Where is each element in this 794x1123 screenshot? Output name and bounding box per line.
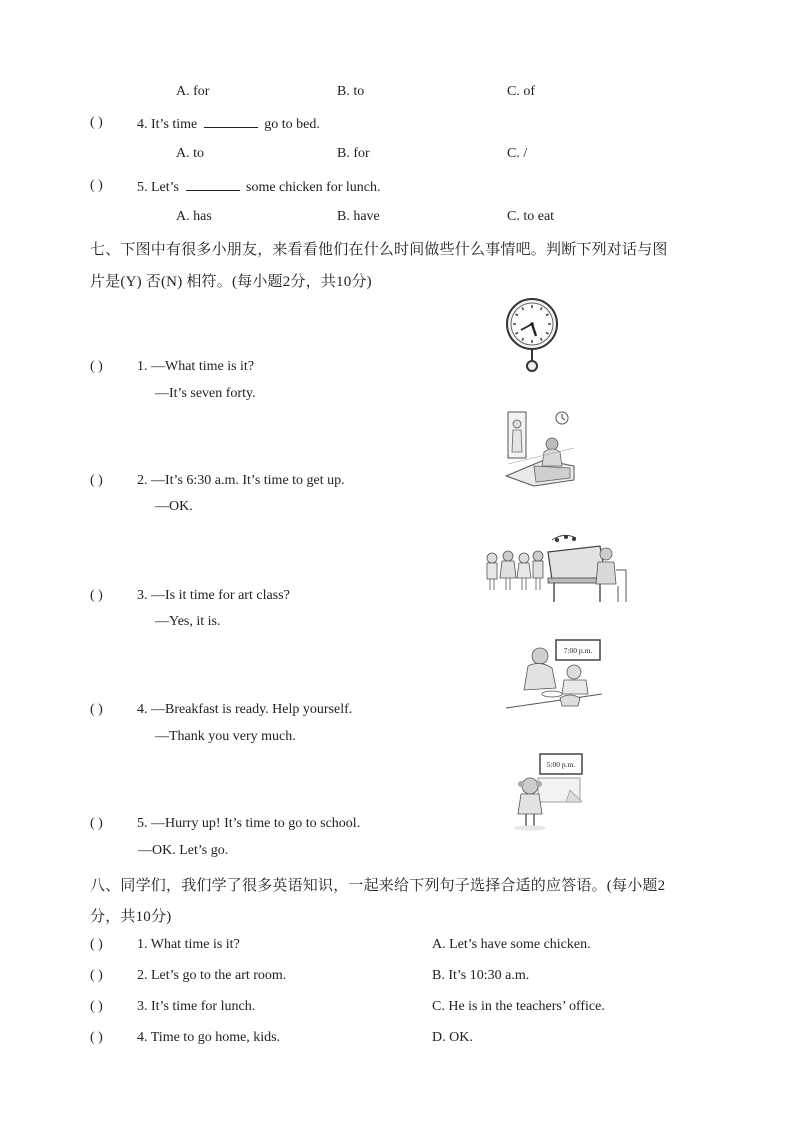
q3-option-b: B. to	[337, 84, 365, 99]
part7-heading-line2: 片是(Y) 否(N) 相符。(每小题2分，共10分)	[90, 274, 372, 290]
p7-item4-text: 4. —Breakfast is ready. Help yourself.	[137, 702, 353, 717]
q5-question	[137, 178, 381, 196]
p7-item2-text: 2. —It’s 6:30 a.m. It’s time to get up.	[137, 473, 345, 488]
p7-item1-text: 1. —What time is it?	[137, 359, 255, 374]
q4-blank[interactable]	[204, 115, 258, 128]
picture-bedroom	[504, 408, 576, 488]
picture-music-class	[482, 530, 630, 604]
p7-item3-reply: —Yes, it is.	[155, 614, 221, 629]
part8-heading-line1: 八、同学们，我们学了很多英语知识，一起来给下列句子选择合适的应答语。(每小题2	[90, 878, 666, 894]
p8-answer-b: B. It’s 10:30 a.m.	[432, 968, 530, 983]
q4-option-a: A. to	[176, 146, 204, 161]
p8-answer-a: A. Let’s have some chicken.	[432, 937, 591, 952]
p8-item3-bracket[interactable]: ( )	[90, 999, 103, 1014]
pic5-board-time: 5:00 p.m.	[546, 760, 576, 769]
p8-item4-text: 4. Time to go home, kids.	[137, 1030, 281, 1045]
p7-item4-bracket[interactable]: ( )	[90, 702, 103, 717]
p7-item5-text: 5. —Hurry up! It’s time to go to school.	[137, 816, 361, 831]
q5-number: 5.	[137, 180, 148, 195]
q3-option-c: C. of	[507, 84, 535, 99]
p8-item2-bracket[interactable]: ( )	[90, 968, 103, 983]
pic4-board-time: 7:00 p.m.	[563, 646, 593, 655]
meal-illustration	[506, 638, 606, 710]
q4-option-b: B. for	[337, 146, 370, 161]
part8-heading-line2: 分，共10分)	[90, 909, 172, 925]
q4-bracket[interactable]: ( )	[90, 115, 103, 130]
q5-text-post: some chicken for lunch.	[246, 180, 381, 195]
picture-girl-school	[508, 752, 588, 832]
p7-item2-reply: —OK.	[155, 499, 193, 514]
p7-item1-bracket[interactable]: ( )	[90, 359, 103, 374]
q4-number: 4.	[137, 117, 148, 132]
bedroom-illustration	[504, 408, 576, 488]
p8-answer-d: D. OK.	[432, 1030, 473, 1045]
p7-item1-reply: —It’s seven forty.	[155, 386, 256, 401]
music-class-illustration	[482, 530, 630, 604]
q5-blank[interactable]	[186, 178, 240, 191]
p8-item1-text: 1. What time is it?	[137, 937, 240, 952]
part7-heading-line1: 七、下图中有很多小朋友，来看看他们在什么时间做些什么事情吧。判断下列对话与图	[90, 242, 668, 258]
p8-item2-text: 2. Let’s go to the art room.	[137, 968, 287, 983]
q4-text-post: go to bed.	[264, 117, 320, 132]
p8-item1-bracket[interactable]: ( )	[90, 937, 103, 952]
p7-item2-bracket[interactable]: ( )	[90, 473, 103, 488]
q5-option-b: B. have	[337, 209, 380, 224]
q4-text-pre: It’s time	[151, 117, 198, 132]
music-note-icon	[552, 535, 576, 542]
picture-meal	[506, 638, 606, 710]
p7-item3-text: 3. —Is it time for art class?	[137, 588, 290, 603]
p7-item3-bracket[interactable]: ( )	[90, 588, 103, 603]
girl-illustration	[508, 752, 588, 832]
q5-option-c: C. to eat	[507, 209, 555, 224]
p7-item5-bracket[interactable]: ( )	[90, 816, 103, 831]
p8-item4-bracket[interactable]: ( )	[90, 1030, 103, 1045]
p8-answer-c: C. He is in the teachers’ office.	[432, 999, 605, 1014]
q3-option-a: A. for	[176, 84, 210, 99]
p8-item3-text: 3. It’s time for lunch.	[137, 999, 256, 1014]
q4-question	[137, 115, 320, 133]
q4-option-c: C. /	[507, 146, 528, 161]
p7-item4-reply: —Thank you very much.	[155, 729, 296, 744]
q5-option-a: A. has	[176, 209, 212, 224]
p7-item5-reply: —OK. Let’s go.	[138, 843, 229, 858]
q5-bracket[interactable]: ( )	[90, 178, 103, 193]
clock-icon	[502, 296, 562, 376]
q5-text-pre: Let’s	[151, 180, 179, 195]
picture-clock	[502, 296, 562, 376]
